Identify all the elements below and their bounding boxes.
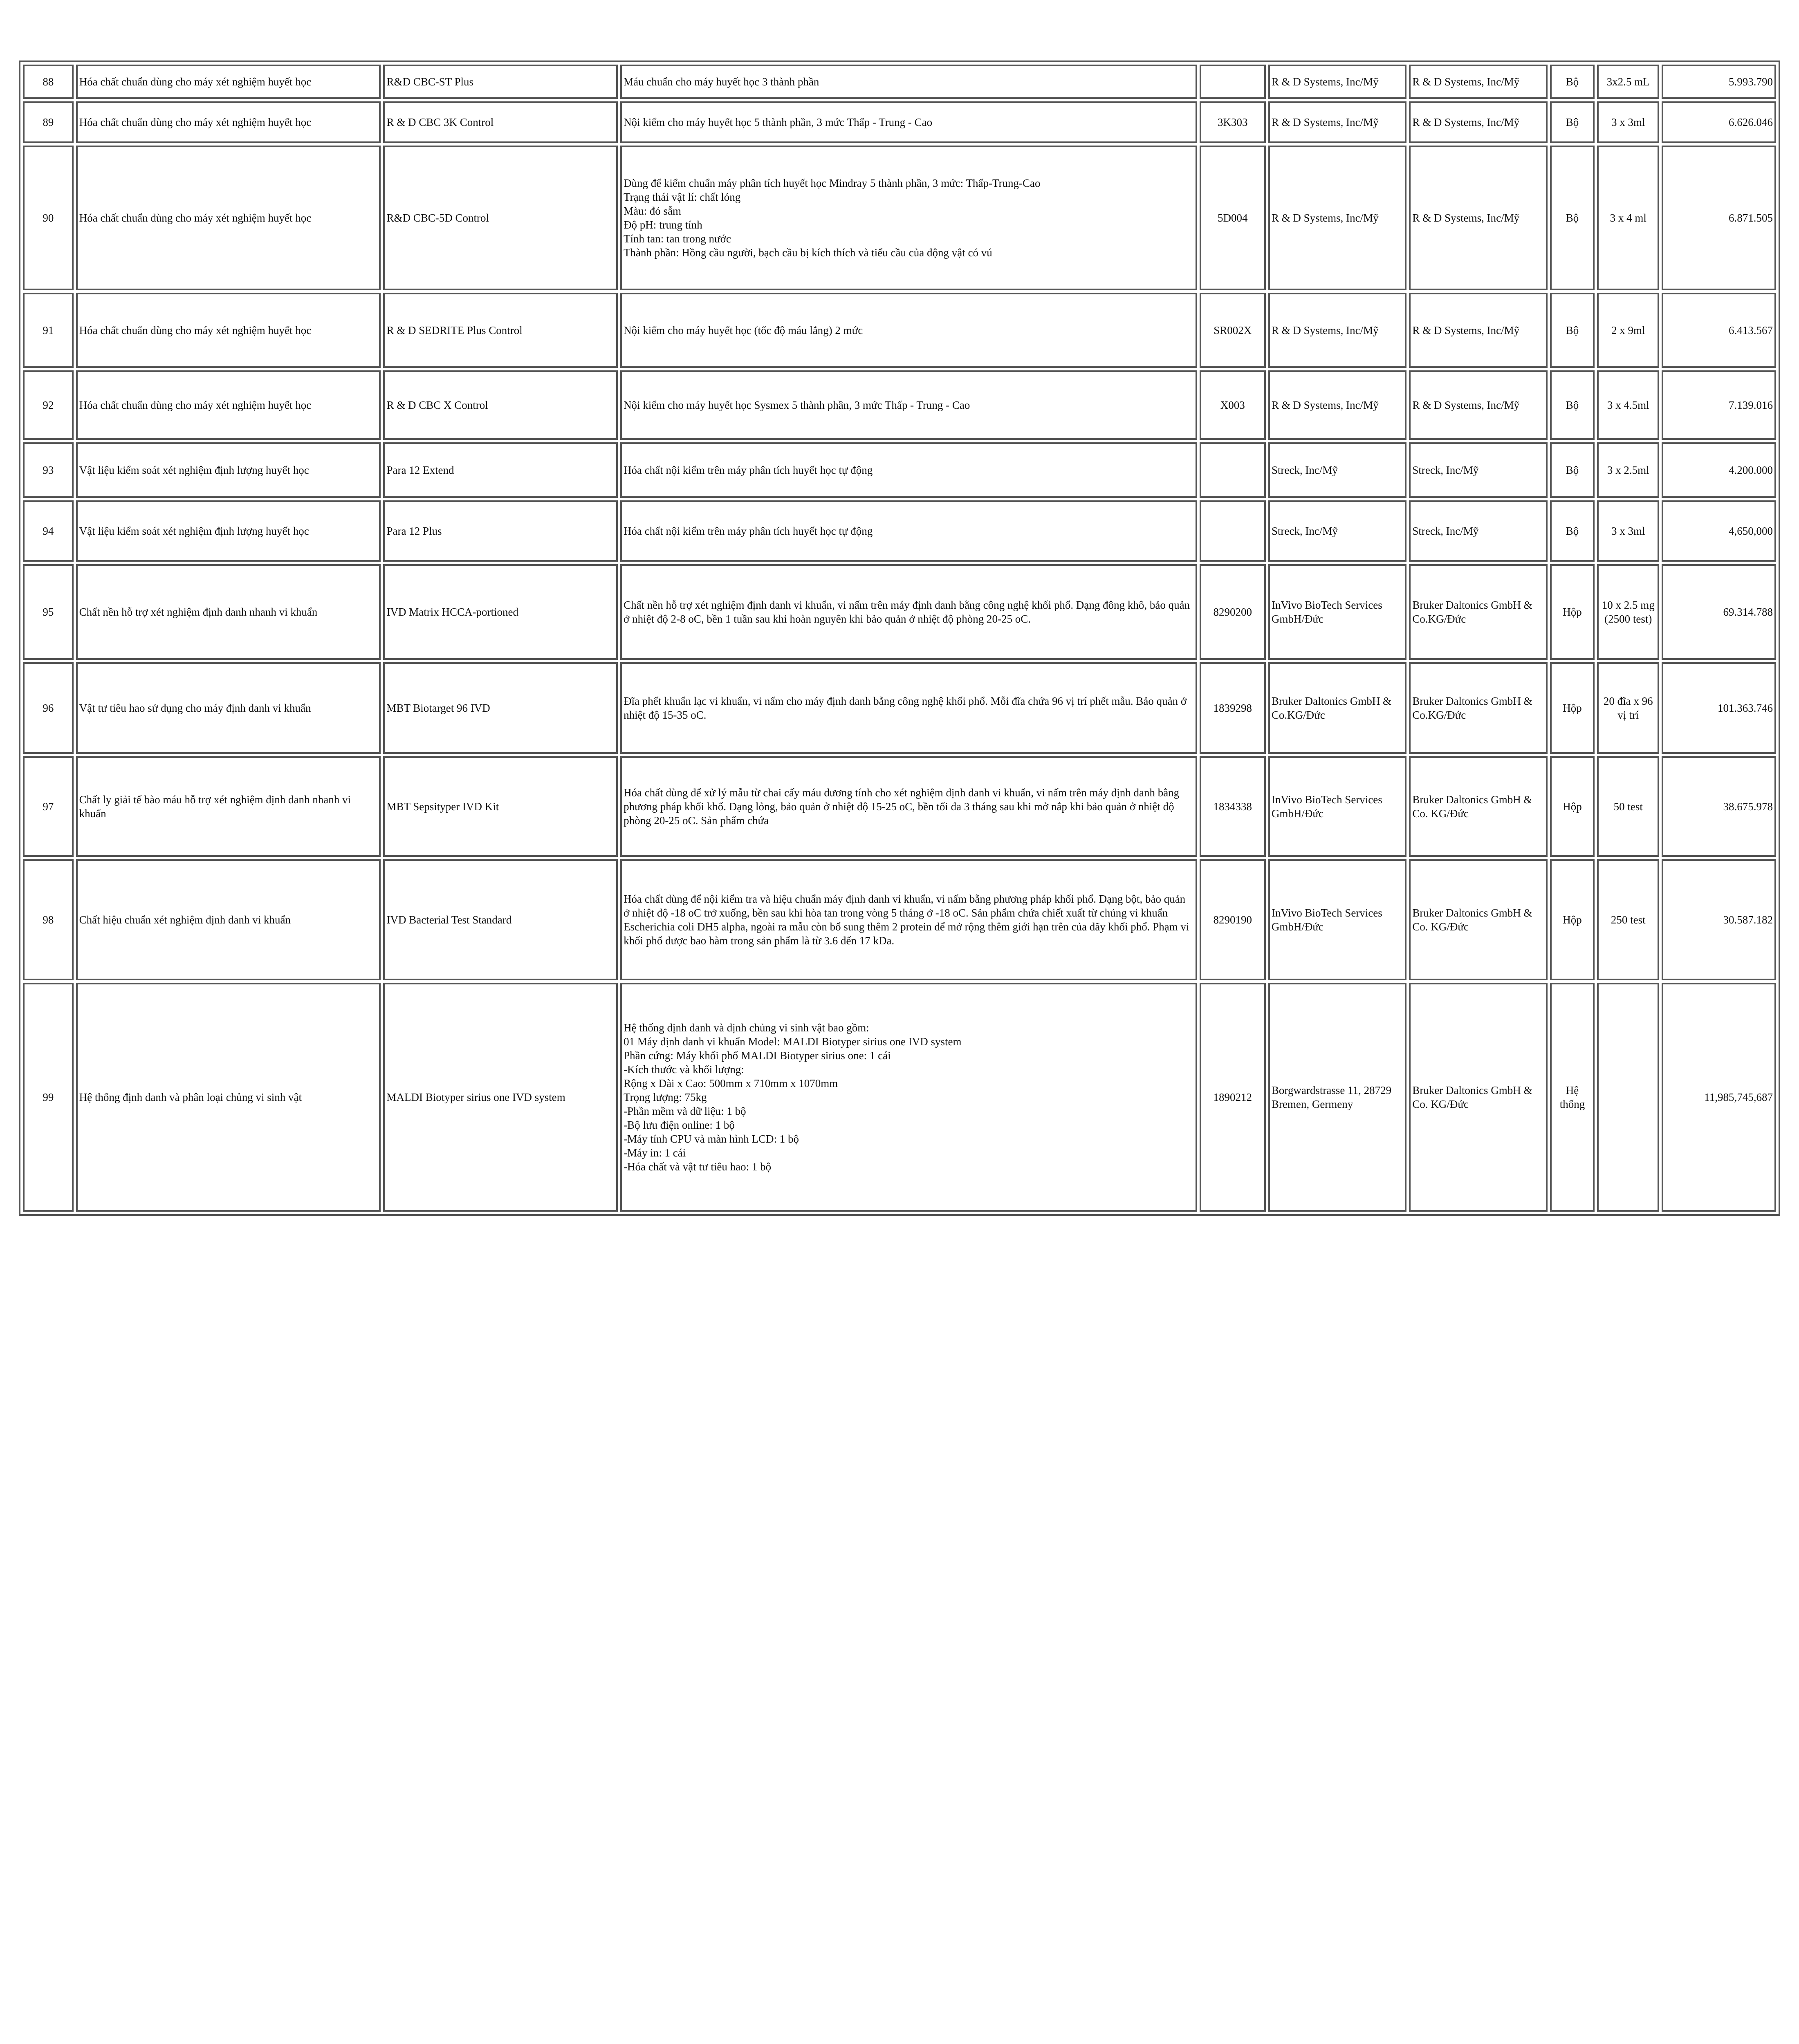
description-line: Nội kiểm cho máy huyết học 5 thành phần, 3 mức Thấp - Trung - Cao [624, 116, 933, 128]
cell-price: 6.626.046 [1662, 101, 1776, 143]
table-row [23, 293, 1776, 368]
description-line: Hóa chất dùng để xử lý mẫu từ chai cấy máu dương tính cho xét nghiệm định danh vi khuẩn, vi nấm trên máy định danh bằng phương pháp khối khổ. Dạng lỏng, bảo quản ở nhiệt độ 15-25 oC, bền tối đa 3 tháng sau khi mở nắp khi bảo quản ở nhiệt độ phòng 20-25 oC. Sản phẩm chứa [624, 787, 1180, 827]
cell-description [620, 756, 1197, 857]
cell-code: 8290200 [1200, 564, 1266, 660]
cell-packing: 3x2.5 mL [1597, 65, 1659, 99]
cell-name: Chất ly giải tế bào máu hỗ trợ xét nghiệm định danh nhanh vi khuẩn [76, 756, 381, 857]
description-line: -Máy tính CPU và màn hình LCD: 1 bộ [624, 1133, 799, 1145]
cell-name: Hóa chất chuẩn dùng cho máy xét nghiệm huyết học [76, 293, 381, 368]
cell-unit: Bộ [1550, 146, 1595, 290]
cell-description [620, 564, 1197, 660]
cell-name: Hóa chất chuẩn dùng cho máy xét nghiệm huyết học [76, 101, 381, 143]
cell-packing: 3 x 4.5ml [1597, 370, 1659, 440]
cell-stt: 91 [23, 293, 74, 368]
cell-owner: R & D Systems, Inc/Mỹ [1409, 65, 1547, 99]
cell-description [620, 146, 1197, 290]
cell-stt: 92 [23, 370, 74, 440]
cell-price: 38.675.978 [1662, 756, 1776, 857]
cell-model: IVD Bacterial Test Standard [383, 859, 618, 980]
cell-code: X003 [1200, 370, 1266, 440]
table-row [23, 983, 1776, 1212]
cell-owner: Bruker Daltonics GmbH & Co.KG/Đức [1409, 564, 1547, 660]
cell-packing: 3 x 3ml [1597, 101, 1659, 143]
cell-manufacturer: R & D Systems, Inc/Mỹ [1268, 370, 1406, 440]
cell-model: Para 12 Extend [383, 442, 618, 498]
cell-unit: Hộp [1550, 662, 1595, 754]
cell-code: 1834338 [1200, 756, 1266, 857]
cell-packing: 250 test [1597, 859, 1659, 980]
cell-model: R & D SEDRITE Plus Control [383, 293, 618, 368]
cell-unit: Hộp [1550, 756, 1595, 857]
cell-owner: Bruker Daltonics GmbH & Co. KG/Đức [1409, 756, 1547, 857]
cell-unit: Bộ [1550, 101, 1595, 143]
cell-model: IVD Matrix HCCA-portioned [383, 564, 618, 660]
cell-name: Hóa chất chuẩn dùng cho máy xét nghiệm huyết học [76, 146, 381, 290]
cell-code [1200, 500, 1266, 562]
cell-stt: 96 [23, 662, 74, 754]
cell-unit: Bộ [1550, 370, 1595, 440]
table-row [23, 370, 1776, 440]
description-line: Nội kiểm cho máy huyết học Sysmex 5 thành phần, 3 mức Thấp - Trung - Cao [624, 399, 970, 411]
cell-model: Para 12 Plus [383, 500, 618, 562]
description-line: Rộng x Dài x Cao: 500mm x 710mm x 1070mm [624, 1077, 838, 1089]
cell-unit: Bộ [1550, 65, 1595, 99]
cell-description [620, 983, 1197, 1212]
table-row [23, 859, 1776, 980]
cell-packing: 3 x 3ml [1597, 500, 1659, 562]
cell-description [620, 293, 1197, 368]
cell-stt: 99 [23, 983, 74, 1212]
cell-unit: Bộ [1550, 442, 1595, 498]
cell-price: 6.413.567 [1662, 293, 1776, 368]
cell-stt: 97 [23, 756, 74, 857]
cell-model: R&D CBC-ST Plus [383, 65, 618, 99]
cell-stt: 88 [23, 65, 74, 99]
cell-stt: 90 [23, 146, 74, 290]
cell-model: MALDI Biotyper sirius one IVD system [383, 983, 618, 1212]
description-line: -Bộ lưu điện online: 1 bộ [624, 1119, 735, 1131]
cell-manufacturer: R & D Systems, Inc/Mỹ [1268, 146, 1406, 290]
cell-manufacturer: Borgwardstrasse 11, 28729 Bremen, Germeny [1268, 983, 1406, 1212]
cell-packing: 2 x 9ml [1597, 293, 1659, 368]
description-line: Nội kiểm cho máy huyết học (tốc độ máu lắng) 2 mức [624, 324, 863, 336]
table-row [23, 442, 1776, 498]
cell-stt: 95 [23, 564, 74, 660]
cell-owner: Bruker Daltonics GmbH & Co. KG/Đức [1409, 983, 1547, 1212]
cell-unit: Hộp [1550, 564, 1595, 660]
cell-code: 1839298 [1200, 662, 1266, 754]
cell-description [620, 662, 1197, 754]
equipment-table [19, 61, 1780, 1216]
description-line: -Kích thước và khối lượng: [624, 1063, 744, 1076]
description-line: -Hóa chất và vật tư tiêu hao: 1 bộ [624, 1161, 772, 1173]
table-row [23, 662, 1776, 754]
description-line: Độ pH: trung tính [624, 219, 702, 231]
cell-stt: 93 [23, 442, 74, 498]
cell-description [620, 500, 1197, 562]
table-body [23, 65, 1776, 1212]
description-line: -Máy in: 1 cái [624, 1147, 686, 1159]
cell-name: Vật tư tiêu hao sử dụng cho máy định danh vi khuẩn [76, 662, 381, 754]
cell-manufacturer: R & D Systems, Inc/Mỹ [1268, 293, 1406, 368]
cell-description [620, 859, 1197, 980]
table-row [23, 564, 1776, 660]
cell-description [620, 442, 1197, 498]
cell-unit: Hộp [1550, 859, 1595, 980]
cell-manufacturer: Streck, Inc/Mỹ [1268, 442, 1406, 498]
cell-unit: Bộ [1550, 500, 1595, 562]
description-line: Hóa chất dùng để nội kiểm tra và hiệu chuẩn máy định danh vi khuẩn, vi nấm bằng phương pháp khối phổ. Dạng bột, bảo quản ở nhiệt độ -18 oC trở xuống, bền sau khi hòa tan trong vòng 5 tháng ở -18 oC. Sản phẩm chứa chiết xuất từ chủng vi khuẩn Escherichia coli DH5 alpha, ngoài ra mẫu còn bổ sung thêm 2 protein để mở rộng thêm giới hạn trên của dãy khối phổ. Phạm vi khối phổ được bao hàm trong sản phẩm là từ 3.6 đến 17 kDa. [624, 893, 1189, 947]
cell-model: MBT Sepsityper IVD Kit [383, 756, 618, 857]
cell-stt: 98 [23, 859, 74, 980]
description-line: Tính tan: tan trong nước [624, 233, 731, 245]
table-row [23, 146, 1776, 290]
cell-owner: Streck, Inc/Mỹ [1409, 442, 1547, 498]
cell-price: 69.314.788 [1662, 564, 1776, 660]
cell-price: 11,985,745,687 [1662, 983, 1776, 1212]
cell-manufacturer: InVivo BioTech Services GmbH/Đức [1268, 756, 1406, 857]
description-line: Đĩa phết khuẩn lạc vi khuẩn, vi nấm cho máy định danh bằng công nghệ khối phổ. Mỗi đĩa chứa 96 vị trí phết mẫu. Bảo quản ở nhiệt độ 15-35 oC. [624, 695, 1187, 721]
description-line: Hệ thống định danh và định chủng vi sinh vật bao gồm: [624, 1022, 869, 1034]
cell-name: Hóa chất chuẩn dùng cho máy xét nghiệm huyết học [76, 370, 381, 440]
table-row [23, 65, 1776, 99]
description-line: Hóa chất nội kiểm trên máy phân tích huyết học tự động [624, 525, 873, 537]
cell-code: SR002X [1200, 293, 1266, 368]
cell-owner: R & D Systems, Inc/Mỹ [1409, 293, 1547, 368]
cell-manufacturer: Streck, Inc/Mỹ [1268, 500, 1406, 562]
cell-packing: 3 x 2.5ml [1597, 442, 1659, 498]
cell-manufacturer: InVivo BioTech Services GmbH/Đức [1268, 564, 1406, 660]
cell-manufacturer: R & D Systems, Inc/Mỹ [1268, 65, 1406, 99]
description-line: 01 Máy định danh vi khuẩn Model: MALDI Biotyper sirius one IVD system [624, 1035, 962, 1048]
cell-price: 5.993.790 [1662, 65, 1776, 99]
cell-name: Vật liệu kiểm soát xét nghiệm định lượng huyết học [76, 500, 381, 562]
cell-code: 5D004 [1200, 146, 1266, 290]
cell-price: 6.871.505 [1662, 146, 1776, 290]
cell-packing: 50 test [1597, 756, 1659, 857]
cell-unit: Bộ [1550, 293, 1595, 368]
cell-name: Hệ thống định danh và phân loại chủng vi sinh vật [76, 983, 381, 1212]
cell-code: 1890212 [1200, 983, 1266, 1212]
cell-stt: 94 [23, 500, 74, 562]
cell-name: Hóa chất chuẩn dùng cho máy xét nghiệm huyết học [76, 65, 381, 99]
cell-stt: 89 [23, 101, 74, 143]
cell-code [1200, 65, 1266, 99]
cell-model: R&D CBC-5D Control [383, 146, 618, 290]
description-line: Trọng lượng: 75kg [624, 1091, 707, 1103]
cell-price: 4.200.000 [1662, 442, 1776, 498]
description-line: Máu chuẩn cho máy huyết học 3 thành phần [624, 76, 819, 88]
cell-description [620, 101, 1197, 143]
table-row [23, 500, 1776, 562]
description-line: -Phần mềm và dữ liệu: 1 bộ [624, 1105, 746, 1117]
cell-packing [1597, 983, 1659, 1212]
table-row [23, 101, 1776, 143]
cell-code: 3K303 [1200, 101, 1266, 143]
cell-manufacturer: InVivo BioTech Services GmbH/Đức [1268, 859, 1406, 980]
cell-price: 7.139.016 [1662, 370, 1776, 440]
cell-model: R & D CBC 3K Control [383, 101, 618, 143]
cell-model: R & D CBC X Control [383, 370, 618, 440]
cell-owner: R & D Systems, Inc/Mỹ [1409, 370, 1547, 440]
cell-owner: R & D Systems, Inc/Mỹ [1409, 101, 1547, 143]
description-line: Thành phần: Hồng cầu người, bạch cầu bị kích thích và tiểu cầu của động vật có vú [624, 247, 992, 259]
cell-description [620, 370, 1197, 440]
cell-name: Chất nền hỗ trợ xét nghiệm định danh nhanh vi khuẩn [76, 564, 381, 660]
cell-owner: Bruker Daltonics GmbH & Co.KG/Đức [1409, 662, 1547, 754]
cell-code: 8290190 [1200, 859, 1266, 980]
cell-packing: 10 x 2.5 mg (2500 test) [1597, 564, 1659, 660]
cell-name: Chất hiệu chuẩn xét nghiệm định danh vi khuẩn [76, 859, 381, 980]
description-line: Trạng thái vật lí: chất lỏng [624, 191, 741, 203]
cell-model: MBT Biotarget 96 IVD [383, 662, 618, 754]
description-line: Hóa chất nội kiểm trên máy phân tích huyết học tự động [624, 464, 873, 476]
cell-description [620, 65, 1197, 99]
cell-owner: Bruker Daltonics GmbH & Co. KG/Đức [1409, 859, 1547, 980]
description-line: Màu: đỏ sẫm [624, 205, 682, 217]
cell-price: 101.363.746 [1662, 662, 1776, 754]
cell-price: 30.587.182 [1662, 859, 1776, 980]
description-line: Phần cứng: Máy khối phổ MALDI Biotyper sirius one: 1 cái [624, 1049, 891, 1062]
cell-price: 4,650,000 [1662, 500, 1776, 562]
cell-owner: Streck, Inc/Mỹ [1409, 500, 1547, 562]
cell-name: Vật liệu kiểm soát xét nghiệm định lượng huyết học [76, 442, 381, 498]
cell-code [1200, 442, 1266, 498]
cell-owner: R & D Systems, Inc/Mỹ [1409, 146, 1547, 290]
cell-unit: Hệ thống [1550, 983, 1595, 1212]
description-line: Dùng để kiểm chuẩn máy phân tích huyết học Mindray 5 thành phần, 3 mức: Thấp-Trung-Cao [624, 177, 1041, 189]
cell-packing: 20 đĩa x 96 vị trí [1597, 662, 1659, 754]
table-row [23, 756, 1776, 857]
cell-packing: 3 x 4 ml [1597, 146, 1659, 290]
cell-manufacturer: Bruker Daltonics GmbH & Co.KG/Đức [1268, 662, 1406, 754]
description-line: Chất nền hỗ trợ xét nghiệm định danh vi khuẩn, vi nấm trên máy định danh bằng công nghệ khối phổ. Dạng đông khô, bảo quản ở nhiệt độ 2-8 oC, bền 1 tuần sau khi hoàn nguyên khi bảo quản ở nhiệt độ phòng 20-25 oC. [624, 599, 1190, 625]
cell-manufacturer: R & D Systems, Inc/Mỹ [1268, 101, 1406, 143]
